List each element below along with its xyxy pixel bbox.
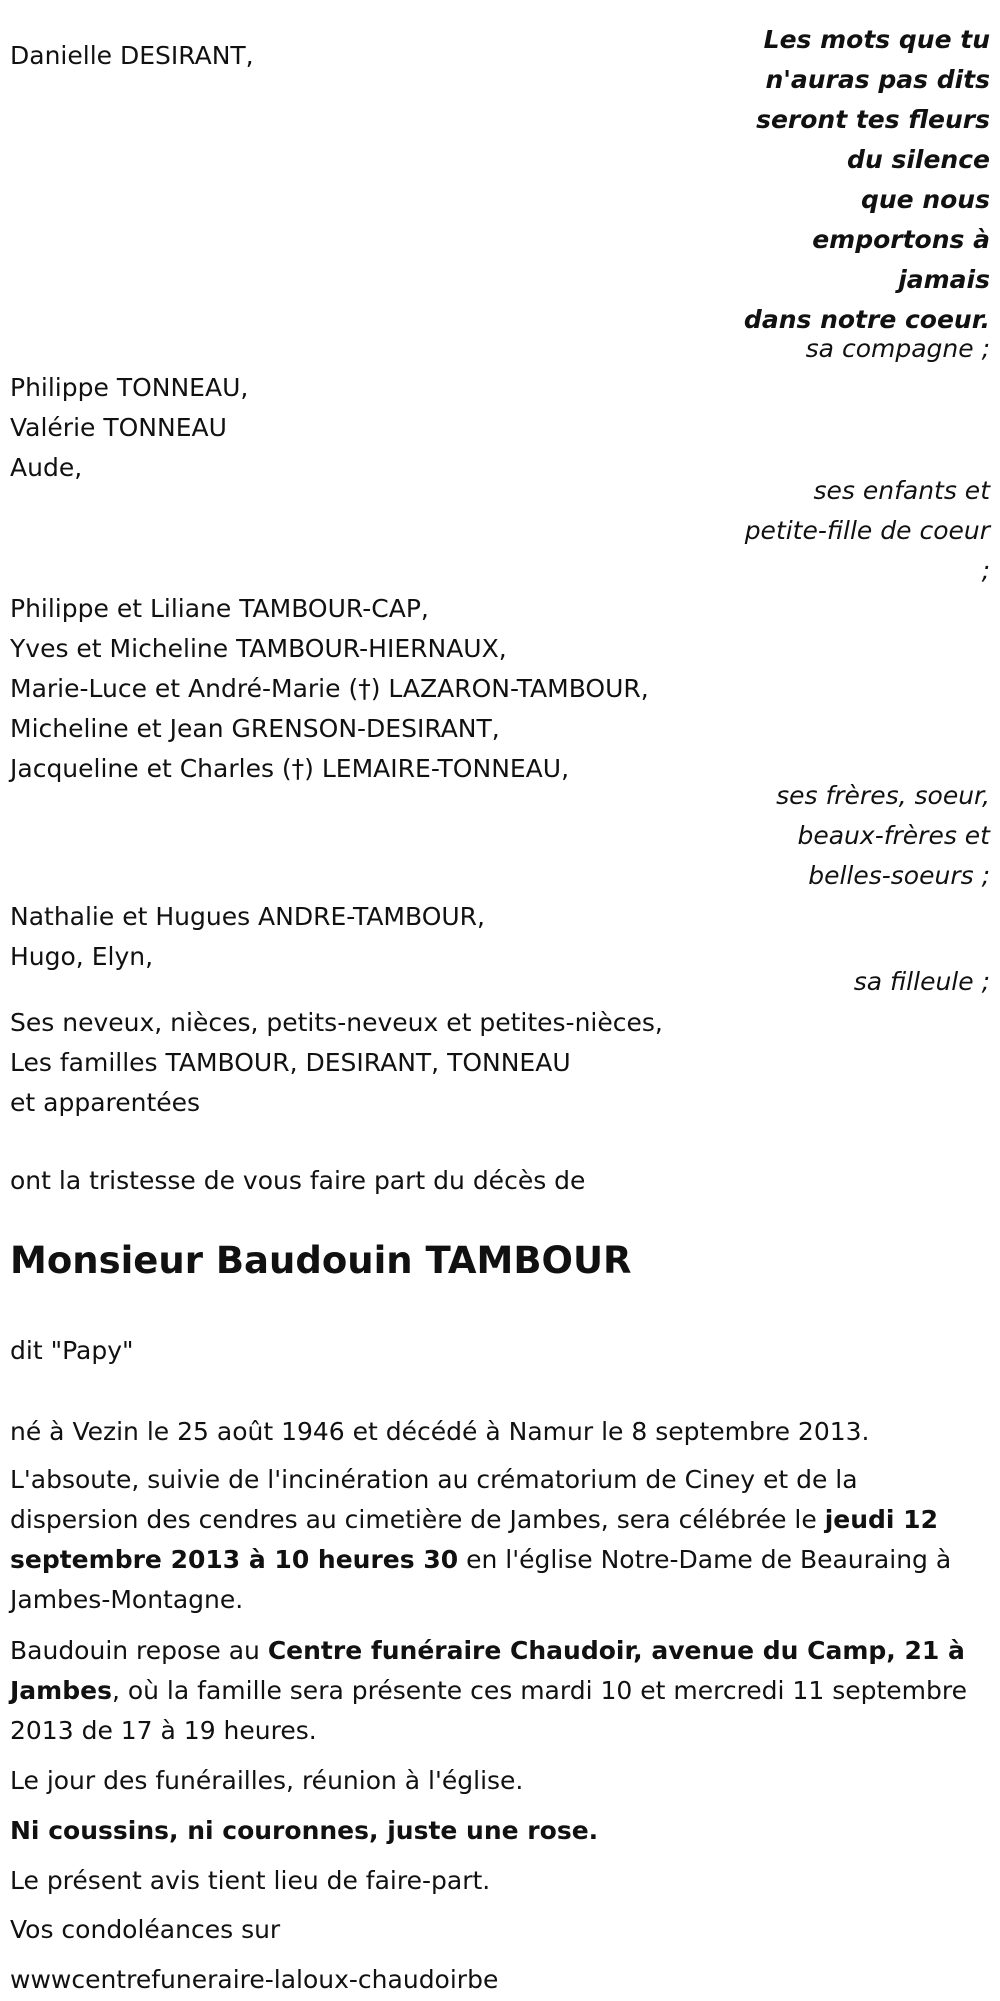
poem xyxy=(744,20,990,340)
poem-line: emportons à xyxy=(812,225,990,254)
companion-names xyxy=(10,36,254,76)
family-name: Hugo, Elyn, xyxy=(10,942,154,971)
goddaughter-names xyxy=(10,897,485,977)
nickname xyxy=(10,1331,134,1371)
children-relation xyxy=(745,471,990,591)
relation-label: ses frères, soeur, xyxy=(776,781,990,810)
website-link[interactable]: wwwcentrefuneraire-laloux-chaudoirbe xyxy=(10,1965,499,1994)
family-name: Micheline et Jean GRENSON-DESIRANT, xyxy=(10,714,500,743)
funeral-meeting-text: Le jour des funérailles, réunion à l'église. xyxy=(10,1766,524,1795)
funeral-meeting xyxy=(10,1761,523,1801)
family-name: Jacqueline et Charles (†) LEMAIRE-TONNEAU, xyxy=(10,754,570,783)
poem-line: dans notre coeur. xyxy=(743,305,990,334)
family-name: Valérie TONNEAU xyxy=(10,413,227,442)
announcement xyxy=(10,1161,585,1201)
family-name: Philippe et Liliane TAMBOUR-CAP, xyxy=(10,594,429,623)
poem-line: Les mots que tu xyxy=(763,25,990,54)
notice xyxy=(10,1861,490,1901)
relation-label: belles-soeurs ; xyxy=(808,861,990,890)
relation-label: petite-fille de coeur xyxy=(744,516,990,545)
siblings-names xyxy=(10,589,649,789)
notice-text: Le présent avis tient lieu de faire-part. xyxy=(10,1866,491,1895)
family-line: Ses neveux, nièces, petits-neveux et petites-nièces, xyxy=(10,1008,663,1037)
ceremony-text: L'absoute, suivie de l'incinération au crématorium de Ciney et de la dispersion des cendres au cimetière de Jambes, sera célébrée le xyxy=(10,1465,858,1534)
ceremony-paragraph xyxy=(10,1460,990,1620)
family-name: Nathalie et Hugues ANDRE-TAMBOUR, xyxy=(10,902,485,931)
relation-label: ses enfants et xyxy=(813,476,990,505)
birth-death-text: né à Vezin le 25 août 1946 et décédé à Namur le 8 septembre 2013. xyxy=(10,1417,870,1446)
companion-relation xyxy=(806,329,990,369)
family-line: Les familles TAMBOUR, DESIRANT, TONNEAU xyxy=(10,1048,571,1077)
ceremony-location: en l'église Notre-Dame de Beauraing à Jambes-Montagne. xyxy=(10,1545,952,1614)
poem-line: jamais xyxy=(898,265,990,294)
extended-family xyxy=(10,1003,663,1123)
goddaughter-relation xyxy=(854,962,990,1002)
website xyxy=(10,1960,498,2000)
relation-label: beaux-frères et xyxy=(797,821,990,850)
repose-place: Centre funéraire Chaudoir, avenue du Camp, 21 à Jambes xyxy=(10,1636,965,1705)
birth-death xyxy=(10,1412,870,1452)
relation-label: sa filleule ; xyxy=(853,967,990,996)
repose-visiting-hours: , où la famille sera présente ces mardi 10 et mercredi 11 septembre 2013 de 17 à 19 heures. xyxy=(10,1676,967,1745)
flowers-note xyxy=(10,1811,598,1851)
family-name: Aude, xyxy=(10,453,83,482)
poem-line: du silence xyxy=(847,145,990,174)
relation-label: sa compagne ; xyxy=(805,334,990,363)
flowers-text: Ni coussins, ni couronnes, juste une rose. xyxy=(10,1816,599,1845)
poem-line: seront tes fleurs xyxy=(756,105,990,134)
ceremony-datetime: jeudi 12 septembre 2013 à 10 heures 30 xyxy=(10,1505,938,1574)
family-name: Yves et Micheline TAMBOUR-HIERNAUX, xyxy=(10,634,507,663)
family-name: Marie-Luce et André-Marie (†) LAZARON-TAMBOUR, xyxy=(10,674,649,703)
siblings-relation xyxy=(776,776,990,896)
family-line: et apparentées xyxy=(10,1088,201,1117)
condolences-text: Vos condoléances sur xyxy=(10,1915,281,1944)
poem-line: n'auras pas dits xyxy=(765,65,990,94)
nickname-text: dit "Papy" xyxy=(10,1336,134,1365)
repose-text: Baudouin repose au xyxy=(10,1636,268,1665)
poem-line: que nous xyxy=(860,185,990,214)
repose-paragraph xyxy=(10,1631,990,1751)
condolences xyxy=(10,1910,280,1950)
family-name: Philippe TONNEAU, xyxy=(10,373,249,402)
relation-label: ; xyxy=(981,556,990,585)
children-names xyxy=(10,368,248,488)
deceased-name: Monsieur Baudouin TAMBOUR xyxy=(10,1239,632,1282)
family-name: Danielle DESIRANT, xyxy=(10,41,254,70)
announcement-text: ont la tristesse de vous faire part du décès de xyxy=(10,1166,586,1195)
